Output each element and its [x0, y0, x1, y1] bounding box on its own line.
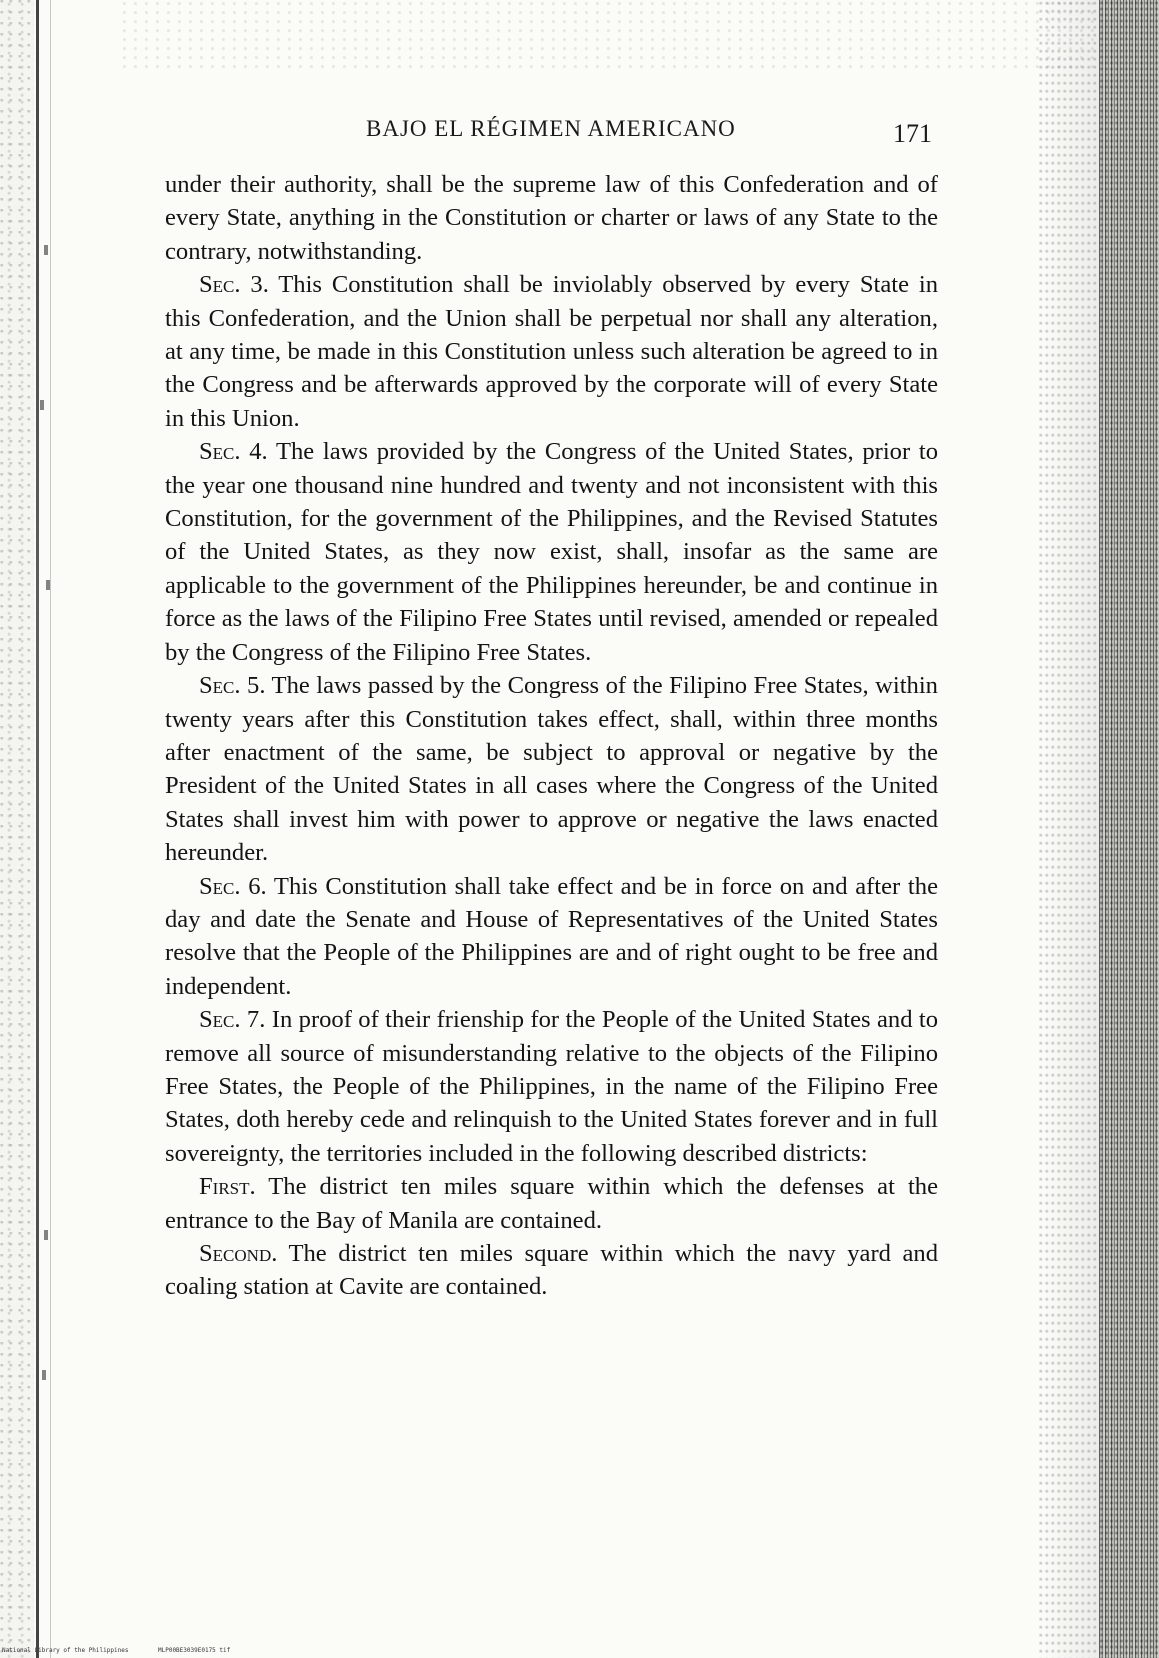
page-number: 171	[893, 119, 932, 148]
section-label: Second.	[199, 1240, 278, 1267]
paragraph-text: The laws provided by the Congress of the United States, prior to the year one thousand nine hundred and twenty and not inconsistent with this Constitution, for the government of the Philippines, and the Revised Statutes of the United States, as they now exist, shall, insofar as the same are applicable to the government of the Philippines hereunder, be and continue in force as the laws of the Filipino Free States until revised, amended or repealed by the Congress of the Filipino Free States.	[165, 438, 938, 666]
paragraph-text: This Constitution shall take effect and be in force on and after the day and date the Senate and House of Representatives of the United States resolve that the People of the Philippines are and of right ought to be free and independent.	[165, 872, 938, 1000]
paragraph-text: under their authority, shall be the supreme law of this Confederation and of every State, anything in the Constitution or charter or laws of any State to the contrary, notwithstanding.	[165, 171, 938, 265]
paragraph-sec-5	[165, 669, 938, 869]
paragraph-sec-4	[165, 435, 938, 669]
margin-mark	[40, 400, 44, 410]
paragraph-sec-7	[165, 1003, 938, 1170]
top-margin-speckle	[120, 0, 1100, 70]
page-left-margin-speckle	[0, 0, 34, 1658]
right-edge-shadow	[1039, 0, 1099, 1658]
margin-mark	[46, 580, 50, 590]
section-label: Sec. 5.	[199, 672, 266, 700]
running-title: BAJO EL RÉGIMEN AMERICANO	[366, 116, 736, 141]
right-page-edge	[1099, 0, 1159, 1658]
section-label: Sec. 6.	[199, 872, 267, 900]
paragraph-continuation	[165, 168, 938, 268]
binding-line	[36, 0, 39, 1658]
paragraph-sec-3	[165, 268, 938, 435]
paragraph-text: In proof of their frienship for the People of the United States and to remove all source of misunderstanding relative to the objects of the Filipino Free States, the People of the Philippines, in the name of the Filipino Free States, doth hereby cede and relinquish to the United States forever and in full sovereignty, the territories included in the following described districts:	[165, 1006, 938, 1167]
section-label: First.	[199, 1173, 256, 1201]
footer-file-id: MLP00BE3039E0175 tif	[158, 1647, 231, 1654]
paragraph-text: This Constitution shall be inviolably observed by every State in this Confederation, and the Union shall be perpetual nor shall any alteration, at any time, be made in this Constitution unless such alteration be agreed to in the Congress and be afterwards approved by the corporate will of every State in this Union.	[165, 271, 938, 432]
paragraph-first	[165, 1170, 938, 1237]
paragraph-text: The district ten miles square within which the navy yard and coaling station at Cavite are contained.	[165, 1240, 938, 1301]
margin-mark	[44, 1230, 48, 1240]
paragraph-sec-6	[165, 870, 938, 1004]
paragraph-text: The district ten miles square within which the defenses at the entrance to the Bay of Manila are contained.	[165, 1173, 938, 1234]
section-label: Sec. 7.	[199, 1006, 266, 1034]
footer-library-credit: National Library of the Philippines	[2, 1647, 129, 1654]
margin-mark	[42, 1370, 46, 1380]
binding-line-shadow	[50, 0, 51, 1658]
section-label: Sec. 3.	[199, 271, 269, 299]
paragraph-second	[165, 1237, 938, 1304]
section-label: Sec. 4.	[199, 438, 268, 466]
body-text	[165, 168, 938, 1304]
margin-mark	[44, 245, 48, 255]
paragraph-text: The laws passed by the Congress of the Filipino Free States, within twenty years after this Constitution takes effect, shall, within three months after enactment of the same, be subject to approval or negative by the President of the United States in all cases where the Congress of the United States shall invest him with power to approve or negative the laws enacted hereunder.	[165, 672, 938, 867]
